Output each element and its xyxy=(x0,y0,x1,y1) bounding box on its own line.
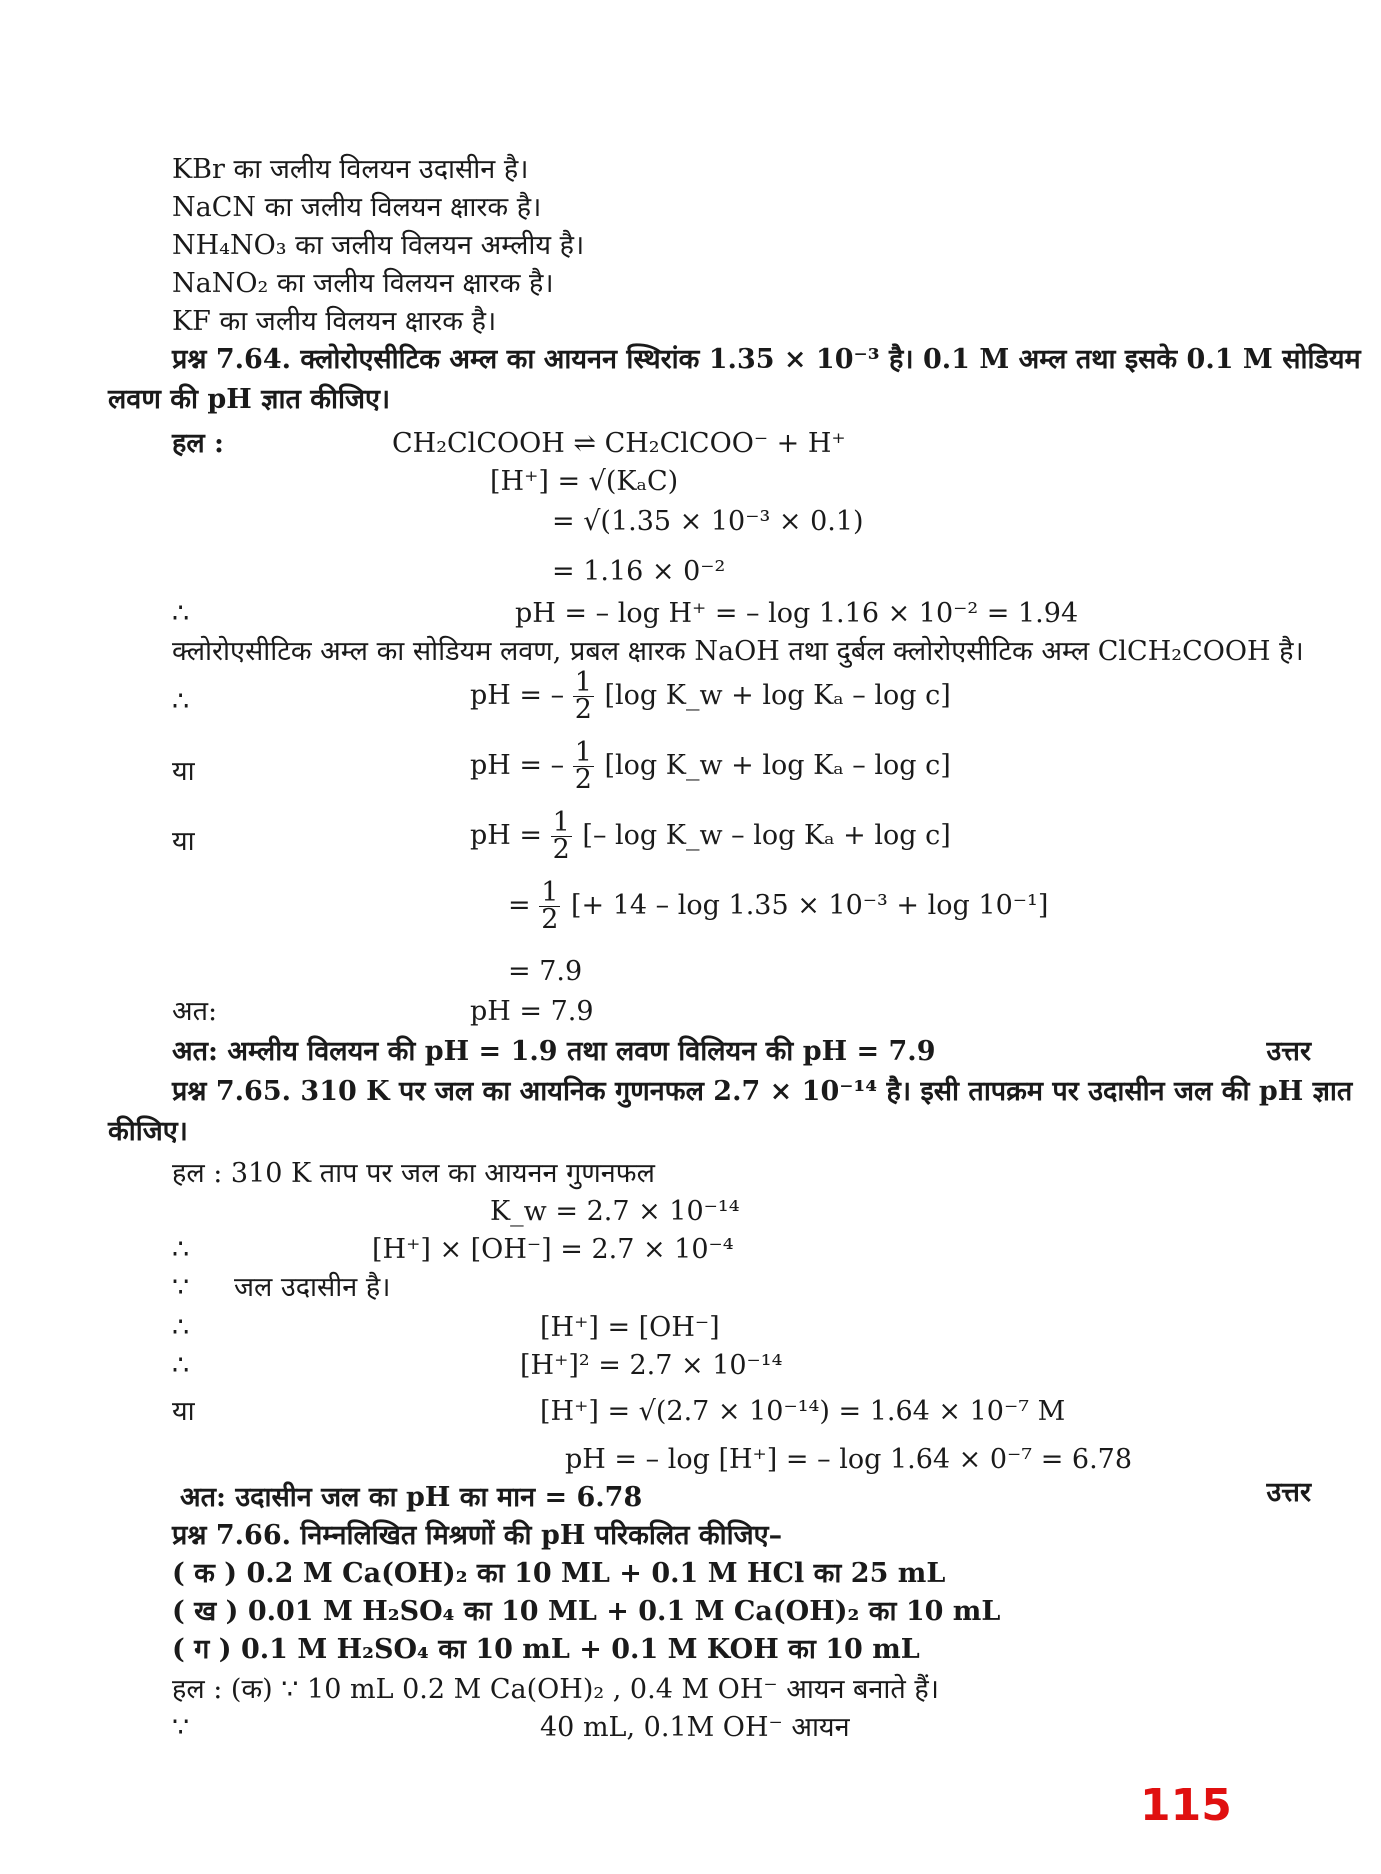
equation-line: pH = 7.9 xyxy=(470,996,594,1027)
text-line: हल : (क) ∵ 10 mL 0.2 M Ca(OH)₂ , 0.4 M OH⁻ आयन बनाते हैं। xyxy=(172,1674,939,1705)
text-line: अत: xyxy=(172,996,218,1027)
equation-line: = √(1.35 × 10⁻³ × 0.1) xyxy=(552,506,864,537)
or-label: या xyxy=(172,756,195,787)
result-line: अत: अम्लीय विलयन की pH = 1.9 तथा लवण विलियन की pH = 7.9 xyxy=(172,1036,936,1067)
equation-line: [H⁺] = √(KₐC) xyxy=(490,466,679,497)
equation-line: = 1.16 × 0⁻² xyxy=(552,556,726,587)
ph-lhs: pH = – xyxy=(470,680,565,711)
ph-lhs: pH = xyxy=(470,820,543,851)
sub-question: ( क ) 0.2 M Ca(OH)₂ का 10 ML + 0.1 M HCl का 25 mL xyxy=(172,1558,946,1589)
because-symbol: ∵ xyxy=(172,1712,190,1743)
equation-line: K_w = 2.7 × 10⁻¹⁴ xyxy=(490,1196,740,1227)
sub-question: ( ग ) 0.1 M H₂SO₄ का 10 mL + 0.1 M KOH का 10 mL xyxy=(172,1634,920,1665)
solution-label: हल : xyxy=(172,428,225,459)
equation-line: CH₂ClCOOH ⇌ CH₂ClCOO⁻ + H⁺ xyxy=(392,428,846,459)
therefore-symbol: ∴ xyxy=(172,598,190,629)
equation-line: pH = – $\frac{1}{2}$ [log K_w + log Kₐ – log c] xyxy=(470,737,951,795)
text-line: जल उदासीन है। xyxy=(234,1272,391,1303)
text-line: NaNO₂ का जलीय विलयन क्षारक है। xyxy=(172,268,554,299)
equation-line: pH = $\frac{1}{2}$ [– log K_w – log Kₐ + log c] xyxy=(470,807,951,865)
equation-line: = 7.9 xyxy=(508,956,583,987)
equation-line: pH = – log [H⁺] = – log 1.64 × 0⁻⁷ = 6.78 xyxy=(565,1444,1133,1475)
equation-line: pH = – log H⁺ = – log 1.16 × 10⁻² = 1.94 xyxy=(515,598,1079,629)
text-line: KF का जलीय विलयन क्षारक है। xyxy=(172,306,497,337)
or-label: या xyxy=(172,826,195,857)
question-heading-cont: कीजिए। xyxy=(108,1116,188,1147)
result-line: अत: उदासीन जल का pH का मान = 6.78 xyxy=(180,1482,643,1513)
fraction-half: $\frac{1}{2}$ xyxy=(552,807,570,865)
answer-label: उत्तर xyxy=(1266,1477,1311,1508)
equation-line: = $\frac{1}{2}$ [+ 14 – log 1.35 × 10⁻³ + log 10⁻¹] xyxy=(508,877,1049,935)
equation-line: pH = – $\frac{1}{2}$ [log K_w + log Kₐ – log c] xyxy=(470,667,951,725)
equation-line: 40 mL, 0.1M OH⁻ आयन xyxy=(540,1712,850,1743)
therefore-symbol: ∴ xyxy=(172,1234,190,1265)
therefore-symbol: ∴ xyxy=(172,1312,190,1343)
or-label: या xyxy=(172,1396,195,1427)
question-heading-cont: लवण की pH ज्ञात कीजिए। xyxy=(108,384,391,415)
equation-line: [H⁺] = [OH⁻] xyxy=(540,1312,720,1343)
text-line: KBr का जलीय विलयन उदासीन है। xyxy=(172,154,529,185)
fraction-half: $\frac{1}{2}$ xyxy=(541,877,559,935)
question-heading: प्रश्न 7.65. 310 K पर जल का आयनिक गुणनफल 2.7 × 10⁻¹⁴ है। इसी तापक्रम पर उदासीन जल की pH ज्ञात xyxy=(172,1076,1353,1107)
page-number: 115 xyxy=(1140,1780,1232,1831)
fraction-half: $\frac{1}{2}$ xyxy=(574,667,592,725)
text-line: NH₄NO₃ का जलीय विलयन अम्लीय है। xyxy=(172,230,585,261)
therefore-symbol: ∴ xyxy=(172,1350,190,1381)
therefore-symbol: ∴ xyxy=(172,686,190,717)
text-line: NaCN का जलीय विलयन क्षारक है। xyxy=(172,192,542,223)
because-symbol: ∵ xyxy=(172,1272,190,1303)
question-heading: प्रश्न 7.64. क्लोरोएसीटिक अम्ल का आयनन स्थिरांक 1.35 × 10⁻³ है। 0.1 M अम्ल तथा इसके 0.1 M सोडियम xyxy=(172,344,1361,375)
equation-line: [H⁺] × [OH⁻] = 2.7 × 10⁻⁴ xyxy=(372,1234,734,1265)
text-line: क्लोरोएसीटिक अम्ल का सोडियम लवण, प्रबल क्षारक NaOH तथा दुर्बल क्लोरोएसीटिक अम्ल ClCH₂COOH है। xyxy=(172,636,1304,667)
equation-line: [H⁺]² = 2.7 × 10⁻¹⁴ xyxy=(520,1350,783,1381)
question-heading: प्रश्न 7.66. निम्नलिखित मिश्रणों की pH परिकलित कीजिए– xyxy=(172,1520,783,1551)
answer-label: उत्तर xyxy=(1266,1036,1311,1067)
fraction-half: $\frac{1}{2}$ xyxy=(574,737,592,795)
sub-question: ( ख ) 0.01 M H₂SO₄ का 10 ML + 0.1 M Ca(OH)₂ का 10 mL xyxy=(172,1596,1001,1627)
equation-line: [H⁺] = √(2.7 × 10⁻¹⁴) = 1.64 × 10⁻⁷ M xyxy=(540,1396,1066,1427)
text-line: हल : 310 K ताप पर जल का आयनन गुणनफल xyxy=(172,1158,655,1189)
ph-lhs: pH = – xyxy=(470,750,565,781)
